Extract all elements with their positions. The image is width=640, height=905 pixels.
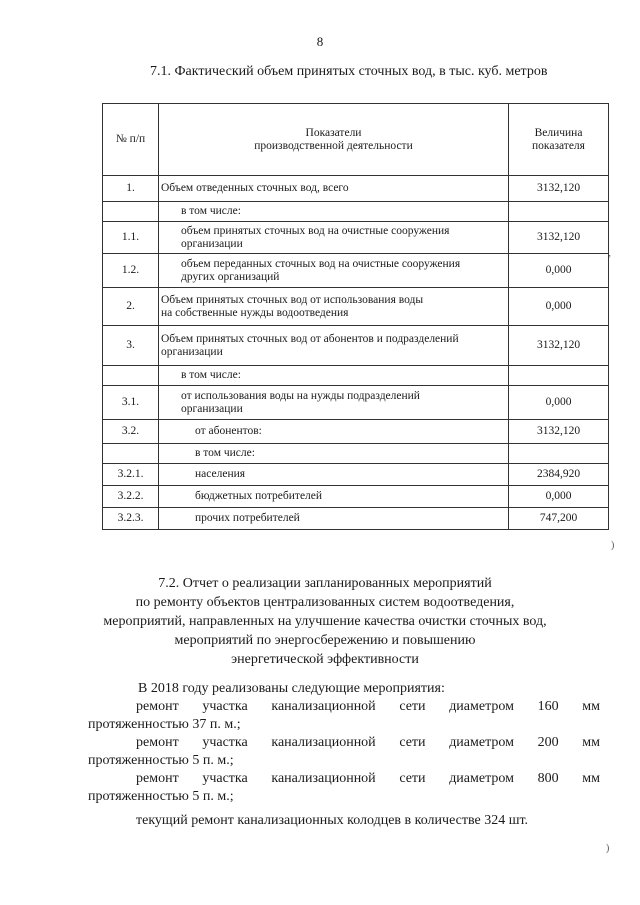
repair-item-word: мм	[582, 699, 600, 714]
header-indicator	[159, 104, 509, 176]
section2-title-line: по ремонту объектов централизованных систем водоотведения,	[135, 595, 515, 610]
body-text	[88, 680, 600, 830]
table-row	[103, 254, 609, 288]
row-indicator	[159, 386, 509, 420]
repair-item-word: диаметром	[449, 771, 514, 786]
row-value: 2384,920	[509, 464, 609, 486]
repair-item-word: диаметром	[449, 735, 514, 750]
row-number: 1.2.	[103, 254, 159, 288]
section2-title-line: мероприятий по энергосбережению и повышению	[174, 633, 476, 648]
row-indicator	[159, 444, 509, 464]
scan-mark: ’	[608, 254, 612, 265]
table-row	[103, 486, 609, 508]
table-row	[103, 222, 609, 254]
row-indicator	[159, 176, 509, 202]
row-indicator	[159, 508, 509, 530]
header-indicator-line2: производственной деятельности	[254, 139, 413, 152]
row-indicator-line1: бюджетных потребителей	[195, 490, 323, 502]
row-indicator	[159, 464, 509, 486]
row-indicator	[159, 420, 509, 444]
repair-item-word: участка	[202, 771, 248, 786]
row-indicator-line1: от абонентов:	[195, 425, 262, 437]
repair-item-word: участка	[202, 699, 248, 714]
header-value	[509, 104, 609, 176]
row-number	[103, 444, 159, 464]
repair-item-word: 160	[537, 699, 559, 714]
row-indicator-line2: организации	[181, 402, 243, 415]
repair-item	[88, 698, 600, 716]
row-number: 3.1.	[103, 386, 159, 420]
row-indicator-line2: других организаций	[181, 270, 280, 283]
repair-item-word: ремонт	[136, 771, 179, 786]
row-value	[509, 202, 609, 222]
row-indicator-line2: организации	[181, 237, 243, 250]
row-indicator-line1: Объем принятых сточных вод от абонентов и подразделений	[161, 332, 459, 345]
section2-title-line: энергетической эффективности	[231, 652, 419, 667]
repair-item-word: ремонт	[136, 735, 179, 750]
row-indicator-line1: Объем принятых сточных вод от использования воды	[161, 293, 424, 306]
scan-mark: )	[611, 540, 615, 551]
row-value: 0,000	[509, 288, 609, 326]
header-value-line1: Величина	[534, 126, 583, 139]
row-number: 3.2.3.	[103, 508, 159, 530]
row-number: 3.2.	[103, 420, 159, 444]
table-row	[103, 386, 609, 420]
row-indicator-line1: в том числе:	[181, 369, 241, 381]
row-value: 3132,120	[509, 326, 609, 366]
section2-title-line: 7.2. Отчет о реализации запланированных мероприятий	[158, 576, 492, 591]
row-indicator	[159, 486, 509, 508]
repair-item-word: мм	[582, 771, 600, 786]
row-value: 3132,120	[509, 222, 609, 254]
repair-item-word: 800	[537, 771, 559, 786]
page-number: 8	[316, 34, 324, 49]
repair-item-word: сети	[399, 735, 426, 750]
row-indicator-line1: в том числе:	[181, 205, 241, 217]
repair-item-word: канализационной	[271, 771, 376, 786]
repair-item-word: ремонт	[136, 699, 179, 714]
row-value: 0,000	[509, 386, 609, 420]
wastewater-table	[102, 103, 612, 530]
header-value-line2: показателя	[532, 139, 585, 152]
table-row	[103, 508, 609, 530]
scan-mark: )	[606, 843, 610, 854]
section2-title	[90, 574, 560, 669]
row-value: 3132,120	[509, 176, 609, 202]
row-indicator-line1: Объем отведенных сточных вод, всего	[161, 182, 349, 194]
repair-item-word: канализационной	[271, 699, 376, 714]
table-row	[103, 366, 609, 386]
row-indicator-line2: на собственные нужды водоотведения	[161, 306, 349, 319]
row-number	[103, 366, 159, 386]
last-paragraph: текущий ремонт канализационных колодцев в количестве 324 шт.	[136, 813, 529, 828]
repair-item-word: сети	[399, 771, 426, 786]
row-indicator-line1: объем принятых сточных вод на очистные сооружения	[181, 224, 450, 237]
header-num: № п/п	[103, 104, 159, 176]
table-row	[103, 420, 609, 444]
repair-item-word: участка	[202, 735, 248, 750]
row-value: 747,200	[509, 508, 609, 530]
table-row	[103, 444, 609, 464]
row-value	[509, 444, 609, 464]
row-value: 0,000	[509, 254, 609, 288]
row-indicator	[159, 222, 509, 254]
row-number: 3.2.2.	[103, 486, 159, 508]
repair-item-continuation: протяженностью 5 п. м.;	[88, 753, 234, 768]
repair-item-word: диаметром	[449, 699, 514, 714]
repair-item-continuation: протяженностью 5 п. м.;	[88, 789, 234, 804]
repair-item	[88, 770, 600, 788]
row-number	[103, 202, 159, 222]
row-indicator-line1: от использования воды на нужды подразделений	[181, 389, 420, 402]
intro-paragraph: В 2018 году реализованы следующие мероприятия:	[138, 681, 445, 696]
repair-item-word: 200	[537, 735, 559, 750]
repair-item-word: канализационной	[271, 735, 376, 750]
repair-item-word: сети	[399, 699, 426, 714]
section2-title-line: мероприятий, направленных на улучшение качества очистки сточных вод,	[103, 614, 547, 629]
repair-item-word: мм	[582, 735, 600, 750]
table-row	[103, 176, 609, 202]
row-indicator	[159, 288, 509, 326]
table-header-row	[103, 104, 609, 176]
row-indicator-line1: населения	[195, 468, 246, 480]
table-row	[103, 326, 609, 366]
repair-item-continuation: протяженностью 37 п. м.;	[88, 717, 241, 732]
row-indicator	[159, 326, 509, 366]
row-number: 2.	[103, 288, 159, 326]
table-row	[103, 202, 609, 222]
table-row	[103, 288, 609, 326]
header-indicator-line1: Показатели	[305, 126, 362, 139]
row-value: 0,000	[509, 486, 609, 508]
row-number: 3.	[103, 326, 159, 366]
row-indicator-line1: объем переданных сточных вод на очистные сооружения	[181, 257, 461, 270]
row-indicator	[159, 366, 509, 386]
row-indicator-line2: организации	[161, 345, 223, 358]
row-indicator	[159, 254, 509, 288]
table-row	[103, 464, 609, 486]
row-indicator	[159, 202, 509, 222]
row-indicator-line1: в том числе:	[195, 447, 255, 459]
repair-item	[88, 734, 600, 752]
row-number: 1.1.	[103, 222, 159, 254]
row-value: 3132,120	[509, 420, 609, 444]
row-number: 3.2.1.	[103, 464, 159, 486]
row-number: 1.	[103, 176, 159, 202]
row-value	[509, 366, 609, 386]
section1-title: 7.1. Фактический объем принятых сточных вод, в тыс. куб. метров	[150, 64, 548, 79]
row-indicator-line1: прочих потребителей	[195, 512, 300, 524]
